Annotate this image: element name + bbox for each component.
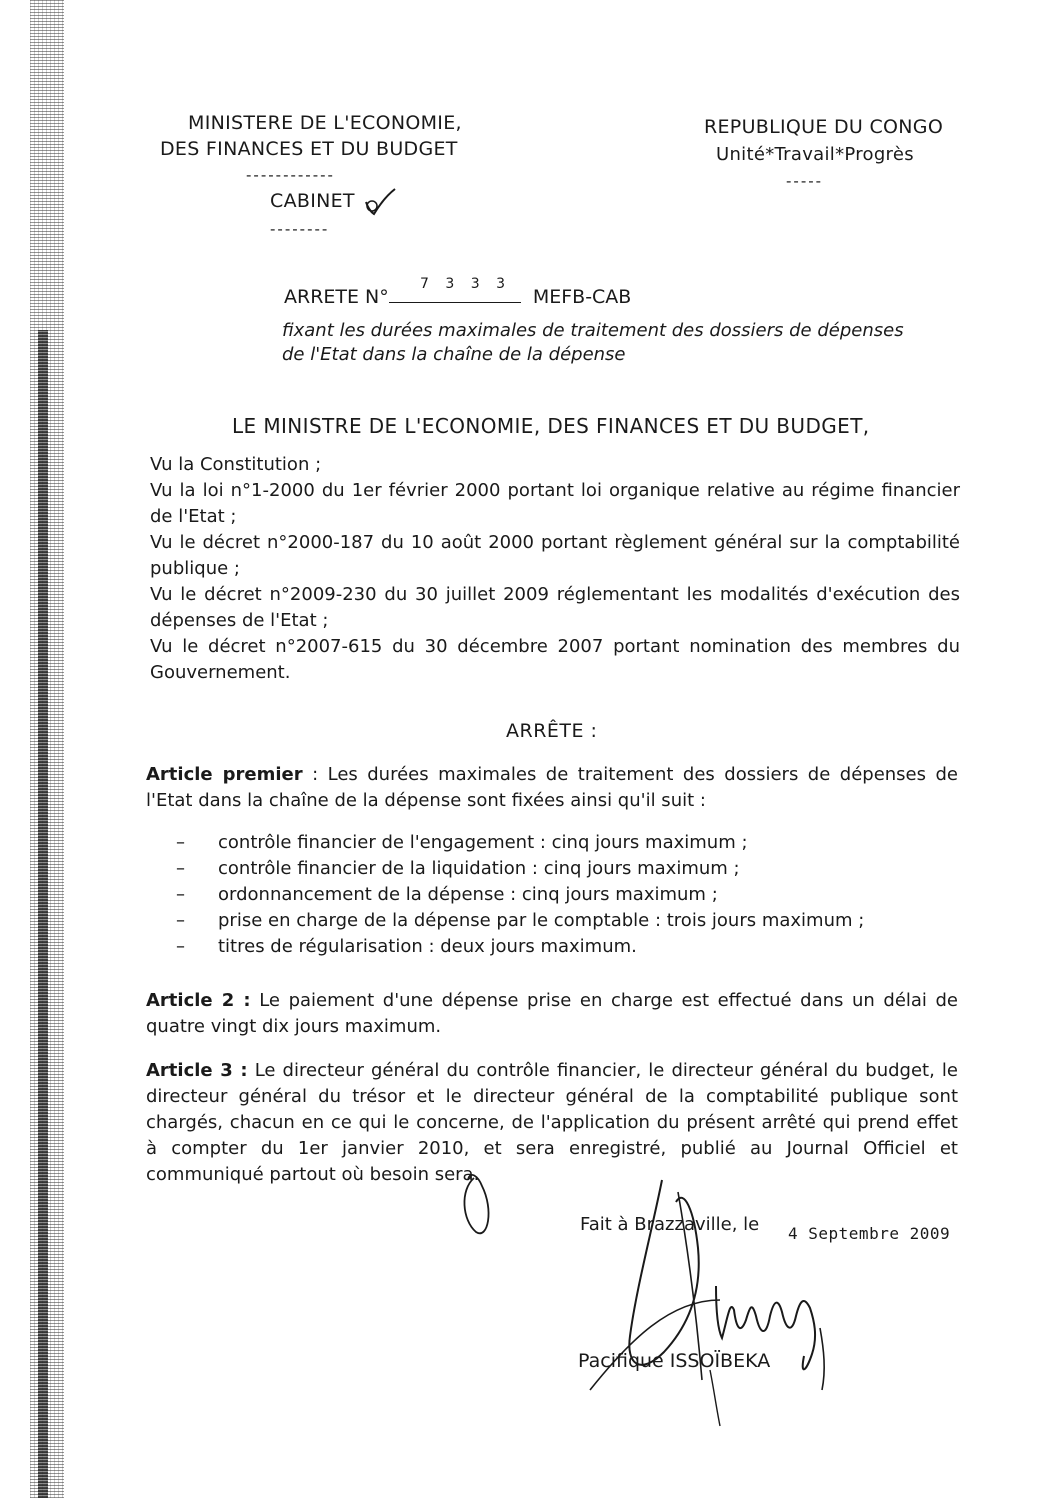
article-2-label: Article 2 : — [146, 990, 251, 1011]
article-1 — [146, 762, 958, 814]
article-1-label: Article premier — [146, 764, 303, 785]
article-1-list — [176, 830, 936, 960]
list-item: – titres de régularisation : deux jours maximum. — [176, 934, 936, 960]
decree-suffix: MEFB-CAB — [532, 286, 632, 308]
header-right-dashes: ----- — [786, 172, 824, 190]
list-item: – ordonnancement de la dépense : cinq jours maximum ; — [176, 882, 936, 908]
article-2 — [146, 988, 958, 1040]
decree-prefix: ARRETE N° — [284, 286, 389, 308]
article-3-text: Le directeur général du contrôle financier, le directeur général du budget, le directeur général du trésor et le directeur général de la comptabilité publique sont chargés, chacun en ce qui le concerne, de l'application du présent arrêté qui prend effet à compter du 1er janvier 2010, et sera enregistré, publié au Journal Officiel et communiqué partout où besoin sera. — [146, 1060, 958, 1185]
visa-constitution: Vu la Constitution ; — [150, 454, 322, 475]
article-1-text: : Les durées maximales de traitement des dossiers de dépenses de l'Etat dans la chaîne de la dépense sont fixées ainsi qu'il suit : — [146, 764, 958, 811]
visa-decret-2000-187: Vu le décret n°2000-187 du 10 août 2000 portant règlement général sur la comptabilité publique ; — [150, 532, 960, 579]
decree-subtitle-line2: de l'Etat dans la chaîne de la dépense — [282, 344, 626, 365]
republic-motto: Unité*Travail*Progrès — [716, 144, 914, 165]
handwritten-signature — [440, 1140, 860, 1430]
decree-subtitle-line1: fixant les durées maximales de traitement des dossiers de dépenses — [282, 320, 904, 341]
cabinet-label: CABINET — [270, 190, 355, 212]
list-item: – contrôle financier de l'engagement : cinq jours maximum ; — [176, 830, 936, 856]
scan-edge-band — [38, 330, 48, 1498]
article-3-label: Article 3 : — [146, 1060, 248, 1081]
article-2-text: Le paiement d'une dépense prise en charge est effectué dans un délai de quatre vingt dix jours maximum. — [146, 990, 959, 1037]
ministry-name-line1: MINISTERE DE L'ECONOMIE, — [188, 112, 462, 134]
visas-block — [150, 452, 960, 686]
republic-name: REPUBLIQUE DU CONGO — [704, 116, 944, 138]
signature-date: 4 Septembre 2009 — [788, 1224, 951, 1243]
cabinet-check-mark — [362, 186, 398, 220]
signature-place: Fait à Brazzaville, le — [580, 1214, 760, 1235]
decree-number-handwritten: 7 3 3 3 — [420, 276, 511, 292]
header-left-dashes-2: -------- — [270, 220, 330, 238]
visa-decret-2009-230: Vu le décret n°2009-230 du 30 juillet 2009 réglementant les modalités d'exécution des dépenses de l'Etat ; — [150, 584, 960, 631]
minister-heading: LE MINISTRE DE L'ECONOMIE, DES FINANCES ET DU BUDGET, — [232, 414, 870, 438]
arrete-heading: ARRÊTE : — [506, 720, 598, 742]
visa-decret-2007-615: Vu le décret n°2007-615 du 30 décembre 2007 portant nomination des membres du Gouvernement. — [150, 636, 960, 683]
list-item: – prise en charge de la dépense par le comptable : trois jours maximum ; — [176, 908, 936, 934]
signatory-name: Pacifique ISSOÏBEKA — [578, 1350, 771, 1372]
header-left-dashes-1: ------------ — [246, 166, 335, 184]
ministry-name-line2: DES FINANCES ET DU BUDGET — [160, 138, 458, 160]
visa-loi-2000: Vu la loi n°1-2000 du 1er février 2000 portant loi organique relative au régime financier de l'Etat ; — [150, 480, 960, 527]
list-item: – contrôle financier de la liquidation : cinq jours maximum ; — [176, 856, 936, 882]
